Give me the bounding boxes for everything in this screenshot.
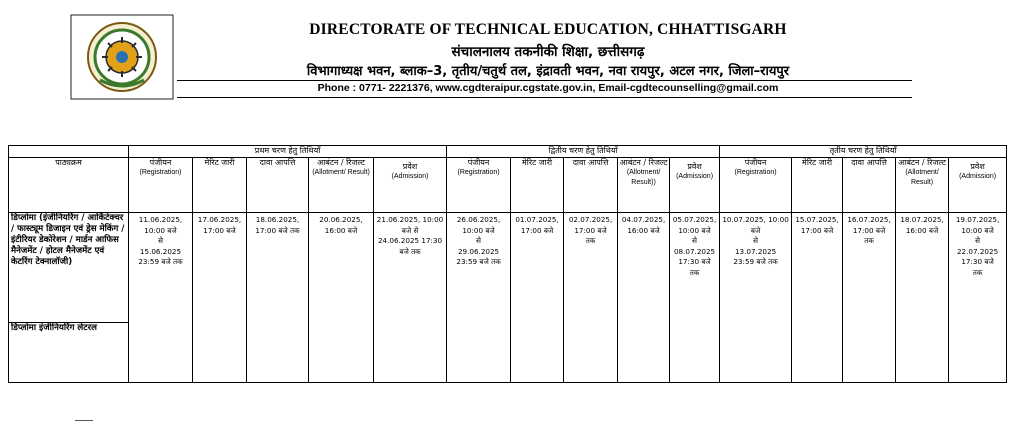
date-cell: 04.07.2025, 16:00 बजे [618,213,670,383]
column-header-row [9,158,1007,213]
header-address: विभागाध्यक्ष भवन, ब्लाक–3, तृतीय/चतुर्थ तल, इंद्रावती भवन, नवा रायपुर, अटल नगर, जिला–रायपुर [306,64,790,79]
col-label-en: (Registration) [734,169,777,176]
col-label-en: (Allotment/ Result) [312,169,370,176]
course-column-header: पाठ्यक्रम [9,158,129,213]
date-cell: 18.06.2025, 17:00 बजे तक [247,213,309,383]
col-label-en: (Registration) [457,169,500,176]
col-label-hi: मेरिट जारी [802,158,833,167]
col-label-hi: दावा आपत्ति [851,158,887,167]
table-row [9,213,1007,323]
date-cell: 11.06.2025, 10:00 बजे से 15.06.2025 23:59 बजे तक [129,213,193,383]
col-claim [843,158,896,213]
schedule-table [8,145,1007,383]
header-rule-top [177,80,912,81]
col-allotment [896,158,949,213]
col-label-hi: दावा आपत्ति [259,158,296,167]
col-allotment [309,158,374,213]
date-cell: 05.07.2025, 10:00 बजे से 08.07.2025 17:30 बजे तक [670,213,720,383]
header-title-hi: संचालनालय तकनीकी शिक्षा, छत्तीसगढ़ [451,44,645,60]
phase-header-row [9,146,1007,158]
phase-3-header: तृतीय चरण हेतु तिथियाँ [720,146,1007,158]
col-label-hi: प्रवेश [970,162,985,171]
col-registration [447,158,511,213]
col-label-hi: दावा आपत्ति [572,158,609,167]
page-continuation-mark [75,420,93,425]
col-label-hi: आबंटन / रिजल्ट [619,158,668,167]
col-claim [564,158,618,213]
col-merit [792,158,843,213]
course-diploma: डिप्लोमा (इंजीनियरिंग / आर्किटेक्चर / फास्ट्यूम डिजाइन एवं ड्रेस मेकिंग / इंटीरियर डेकोरेशन / मार्डन आफिस मैनेजमेंट / होटल मैनेजमेंट एवं केटरिंग टेक्नालॉजी) [9,213,129,323]
course-diploma-lateral: डिप्लोमा इंजीनियरिंग लेटरल [9,323,129,383]
col-label-hi: मेरिट जारी [204,158,235,167]
col-merit [193,158,247,213]
col-label-hi: पंजीयन [467,158,490,167]
col-allotment [618,158,670,213]
col-admission [670,158,720,213]
phase-1-header: प्रथम चरण हेतु तिथियाँ [129,146,447,158]
date-cell: 15.07.2025, 17:00 बजे [792,213,843,383]
col-label-hi: मेरिट जारी [522,158,553,167]
header-rule-bottom [177,97,912,98]
date-cell: 16.07.2025, 17:00 बजे तक [843,213,896,383]
col-label-hi: पंजीयन [744,158,767,167]
date-cell: 10.07.2025, 10:00 बजे से 13.07.2025 23:59 बजे तक [720,213,792,383]
col-label-en: (Admission) [391,173,429,180]
col-label-en: (Admission) [676,173,714,180]
date-cell: 01.07.2025, 17:00 बजे [511,213,564,383]
col-label-hi: पंजीयन [149,158,172,167]
date-cell: 18.07.2025, 16:00 बजे [896,213,949,383]
col-label-en: (Allotment/ Result) [905,169,939,186]
col-label-hi: आबंटन / रिजल्ट [898,158,946,167]
col-admission [374,158,447,213]
col-label-en: (Allotment/ Result)) [626,169,661,186]
col-label-hi: प्रवेश [687,162,702,171]
col-label-hi: आबंटन / रिजल्ट [317,158,365,167]
date-cell: 26.06.2025, 10:00 बजे से 29.06.2025 23:59 बजे तक [447,213,511,383]
phase-2-header: द्वितीय चरण हेतु तिथियाँ [447,146,720,158]
date-cell: 21.06.2025, 10:00 बजे से 24.06.2025 17:30 बजे तक [374,213,447,383]
col-admission [949,158,1007,213]
header-title-en: DIRECTORATE OF TECHNICAL EDUCATION, CHHATTISGARH [309,21,787,38]
col-label-en: (Admission) [959,173,997,180]
blank-cell [9,146,129,158]
col-claim [247,158,309,213]
col-label-hi: प्रवेश [402,162,418,171]
date-cell: 17.06.2025, 17:00 बजे [193,213,247,383]
date-cell: 02.07.2025, 17:00 बजे तक [564,213,618,383]
date-cell: 20.06.2025, 16:00 बजे [309,213,374,383]
col-merit [511,158,564,213]
date-cell: 19.07.2025, 10:00 बजे से 22.07.2025 17:30 बजे तक [949,213,1007,383]
col-registration [720,158,792,213]
dte-emblem-icon [70,14,174,100]
header-contact: Phone : 0771- 2221376, www.cgdteraipur.cgstate.gov.in, Email-cgdtecounselling@gmail.com [317,82,779,94]
col-registration [129,158,193,213]
col-label-en: (Registration) [139,169,182,176]
